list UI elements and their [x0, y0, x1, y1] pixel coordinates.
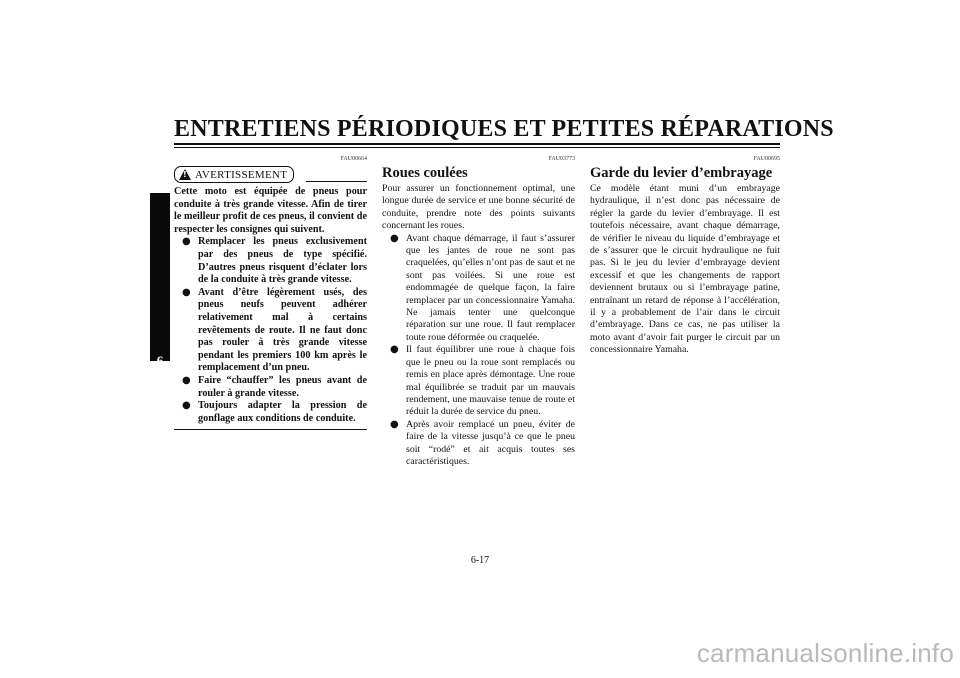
page-number: 6-17 — [470, 555, 490, 566]
wheels-list-item — [382, 419, 575, 469]
bullet-icon: ● — [390, 418, 399, 430]
page-title: ENTRETIENS PÉRIODIQUES ET PETITES RÉPARATIONS — [174, 116, 834, 142]
clutch-column — [590, 155, 780, 357]
clutch-text: Ce modèle étant muni d’un embrayage hydraulique, il n’est donc pas nécessaire de régler la garde du levier d’embrayage. Il est toutefois nécessaire, avant chaque démarrage, de vérifier le niveau du liquide d’embrayage et de s’assurer que le circuit hydraulique ne fuit pas. Si le jeu du levier d’embrayage devient excessif et que les changements de rapport deviennent brutaux ou si l’embrayage patine, entraînant un retard de réponse à l’accélération, il y a probablement de l’air dans le circuit d’embrayage. Dans ce cas, ne pas utiliser la moto avant d’avoir fait purger le circuit par un concessionnaire Yamaha. — [590, 183, 780, 356]
warning-header — [174, 166, 367, 184]
warning-list-item — [174, 287, 367, 375]
warning-badge — [174, 166, 294, 183]
wheels-title: Roues coulées — [382, 165, 468, 181]
wheels-list-item — [382, 233, 575, 345]
clutch-code: FAU00695 — [753, 156, 780, 162]
wheels-code: FAU03773 — [548, 156, 575, 162]
warning-list-item — [174, 375, 367, 400]
warning-header-rule — [306, 181, 367, 182]
bullet-icon: ● — [182, 400, 191, 412]
warning-item-text: Toujours adapter la pression de gonflage aux conditions de conduite. — [198, 400, 367, 424]
bullet-icon: ● — [390, 232, 399, 244]
bullet-icon: ● — [182, 236, 191, 248]
wheels-item-text: Avant chaque démarrage, il faut s’assurer que les jantes de roue ne sont pas craquelées, qu’elles n’ont pas de saut et ne sont pas voilées. Si une roue est endommagée de quelque façon, la faire remplacer par un concessionnaire Yamaha. Ne jamais tenter une quelconque réparation sur une roue. Il faut remplacer toute roue déformée ou craquelée. — [406, 232, 575, 343]
warning-column — [174, 155, 367, 430]
warning-triangle-icon — [179, 169, 191, 180]
warning-bottom-rule — [174, 429, 367, 430]
clutch-title: Garde du levier d’embrayage — [590, 165, 773, 181]
wheels-item-text: Il faut équilibrer une roue à chaque fois que le pneu ou la roue sont remplacés ou remis en place après démontage. Une roue mal équilibrée se traduit par un mauvais rendement, une mauvaise tenue de route et réduit la durée de service du pneu. — [406, 344, 575, 418]
title-rule-thin — [174, 147, 780, 148]
warning-item-text: Remplacer les pneus exclusivement par des pneus de type spécifié. D’autres pneus risquent d’éclater lors de la conduite à très grande vitesse. — [198, 236, 367, 286]
warning-list — [174, 236, 367, 425]
warning-code: FAU00664 — [340, 156, 367, 162]
watermark: carmanualsonline.info — [696, 638, 954, 668]
wheels-intro: Pour assurer un fonctionnement optimal, une longue durée de service et une bonne sécurité de conduite, prendre note des points suivants concernant les roues. — [382, 183, 575, 232]
wheels-column — [382, 155, 575, 468]
wheels-list-item — [382, 344, 575, 418]
warning-intro: Cette moto est équipée de pneus pour conduite à très grande vitesse. Afin de tirer le meilleur profit de ces pneus, il convient de respecter les consignes qui suivent. — [174, 186, 367, 235]
warning-item-text: Faire “chauffer” les pneus avant de rouler à grande vitesse. — [198, 374, 367, 399]
warning-list-item — [174, 236, 367, 286]
bullet-icon: ● — [390, 344, 399, 356]
warning-label: AVERTISSEMENT — [195, 168, 288, 181]
title-rule — [174, 143, 780, 145]
warning-list-item — [174, 400, 367, 425]
warning-item-text: Avant d’être légèrement usés, des pneus neufs peuvent adhérer relativement mal à certains revêtements de route. Il ne faut donc pas rouler à très grande vitesse pendant les premiers 100 km après le remplacement d’un pneu. — [198, 286, 367, 374]
wheels-list — [382, 233, 575, 469]
wheels-item-text: Après avoir remplacé un pneu, éviter de faire de la vitesse jusqu’à ce que le pneu soit “rodé” et ait acquis toutes ses caractéristiques. — [406, 418, 575, 467]
chapter-tab — [150, 193, 170, 368]
bullet-icon: ● — [182, 286, 191, 298]
chapter-number: 6 — [156, 353, 164, 368]
bullet-icon: ● — [182, 374, 191, 386]
